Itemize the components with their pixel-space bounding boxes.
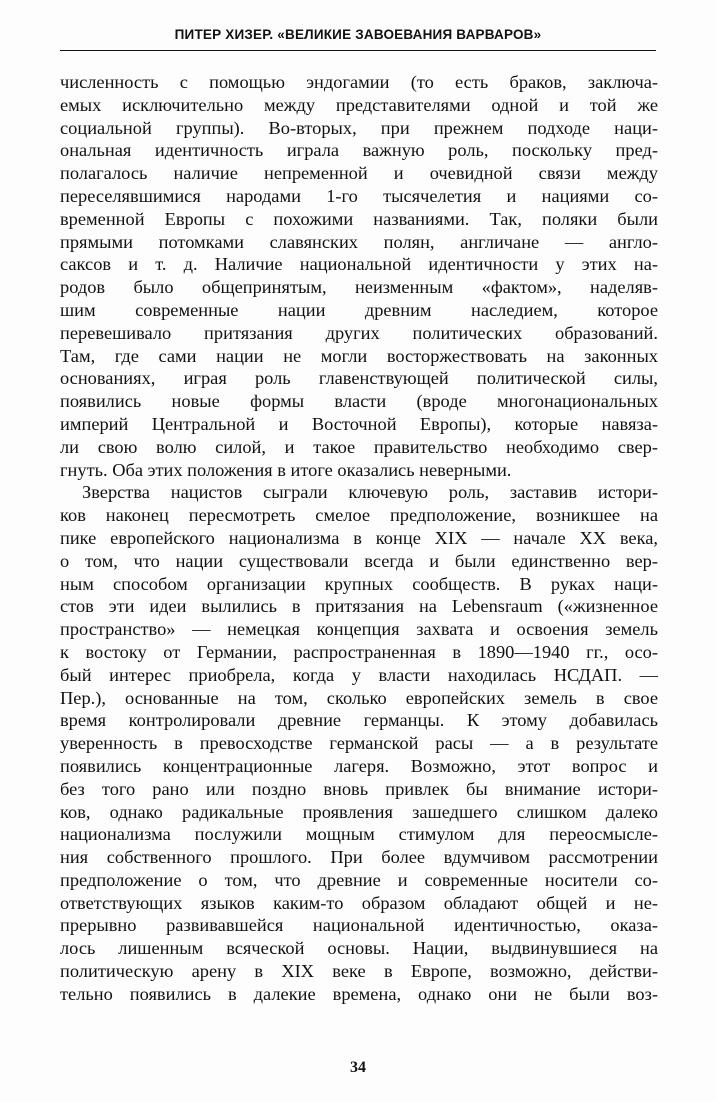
text-line: появились концентрационные лагеря. Возможно, этот вопрос и [60,755,658,776]
text-line: империй Центральной и Восточной Европы), которые навяза- [60,413,658,434]
text-line: социальной группы). Во-вторых, при прежнем подходе наци- [60,117,658,138]
text-line: прерывно развивавшейся национальной идентичностью, оказа- [60,915,658,936]
text-line: ональная идентичность играла важную роль, поскольку пред- [60,140,658,161]
text-line: ответствующих языков каким-то образом обладают общей и не- [60,892,658,913]
body-text [60,71,658,1006]
text-line: политическую арену в XIX веке в Европе, возможно, действи- [60,961,658,982]
text-line: ков, однако радикальные проявления зашедшего слишком далеко [60,801,658,822]
text-line: временной Европы с похожими названиями. Так, поляки были [60,208,658,229]
page-number: 34 [350,1059,366,1076]
text-line: появились новые формы власти (вроде многонациональных [60,391,658,412]
text-line: ли свою волю силой, и такое правительство необходимо свер- [60,436,658,457]
text-line: пространство» — немецкая концепция захвата и освоения земель [60,619,658,640]
text-line: шим современные нации древним наследием, которое [60,299,658,320]
text-line: предположение о том, что древние и современные носители со- [60,869,658,890]
text-line: лось лишенным всяческой основы. Нации, выдвинувшиеся на [60,938,658,959]
text-line: численность с помощью эндогамии (то есть браков, заключа- [60,72,658,92]
text-line: ков наконец пересмотреть смелое предположение, возникшее на [60,505,658,526]
text-line: бый интерес приобрела, когда у власти находилась НСДАП. — [60,664,658,685]
text-line: саксов и т. д. Наличие национальной идентичности у этих на- [60,254,658,275]
text-line: ным способом организации крупных сообществ. В руках наци- [60,573,658,594]
text-line: тельно появились в далекие времена, однако они не были воз- [60,983,658,1004]
paragraph-1 [60,71,658,481]
text-line: Там, где сами нации не могли восторжествовать на законных [60,345,658,366]
text-line: к востоку от Германии, распространенная в 1890—1940 гг., осо- [60,641,658,662]
text-line: национализма послужили мощным стимулом для переосмысле- [60,824,658,845]
text-line: стов эти идеи вылились в притязания на Lebensraum («жизненное [60,596,658,617]
text-line: ния собственного прошлого. При более вдумчивом рассмотрении [60,847,658,868]
text-line: Зверства нацистов сыграли ключевую роль, заставив истори- [82,482,658,503]
text-line: о том, что нации существовали всегда и были единственно вер- [60,550,658,571]
text-line: Пер.), основанные на том, сколько европейских земель в свое [60,687,658,708]
text-line: уверенность в превосходстве германской расы — а в результате [60,733,658,754]
header-rule [60,50,656,51]
text-line: гнуть. Оба этих положения в итоге оказались неверными. [60,459,512,480]
paragraph-2 [60,481,658,1005]
text-line: основаниях, играя роль главенствующей политической силы, [60,368,658,389]
text-line: прямыми потомками славянских полян, англичане — англо- [60,231,658,252]
text-line: полагалось наличие непременной и очевидной связи между [60,163,658,184]
text-line: без того рано или поздно вновь привлек бы внимание истори- [60,778,658,799]
text-line: перевешивало притязания других политических образований. [60,322,658,343]
text-line: пике европейского национализма в конце XIX — начале XX века, [60,527,658,548]
running-head: ПИТЕР ХИЗЕР. «ВЕЛИКИЕ ЗАВОЕВАНИЯ ВАРВАРОВ» [174,27,542,42]
text-line: родов было общепринятым, неизменным «фактом», наделяв- [60,277,658,298]
text-line: емых исключительно между представителями одной и той же [60,94,658,115]
text-line: время контролировали древние германцы. К этому добавилась [60,710,658,731]
text-line: переселявшимися народами 1-го тысячелетия и нациями со- [60,185,658,206]
